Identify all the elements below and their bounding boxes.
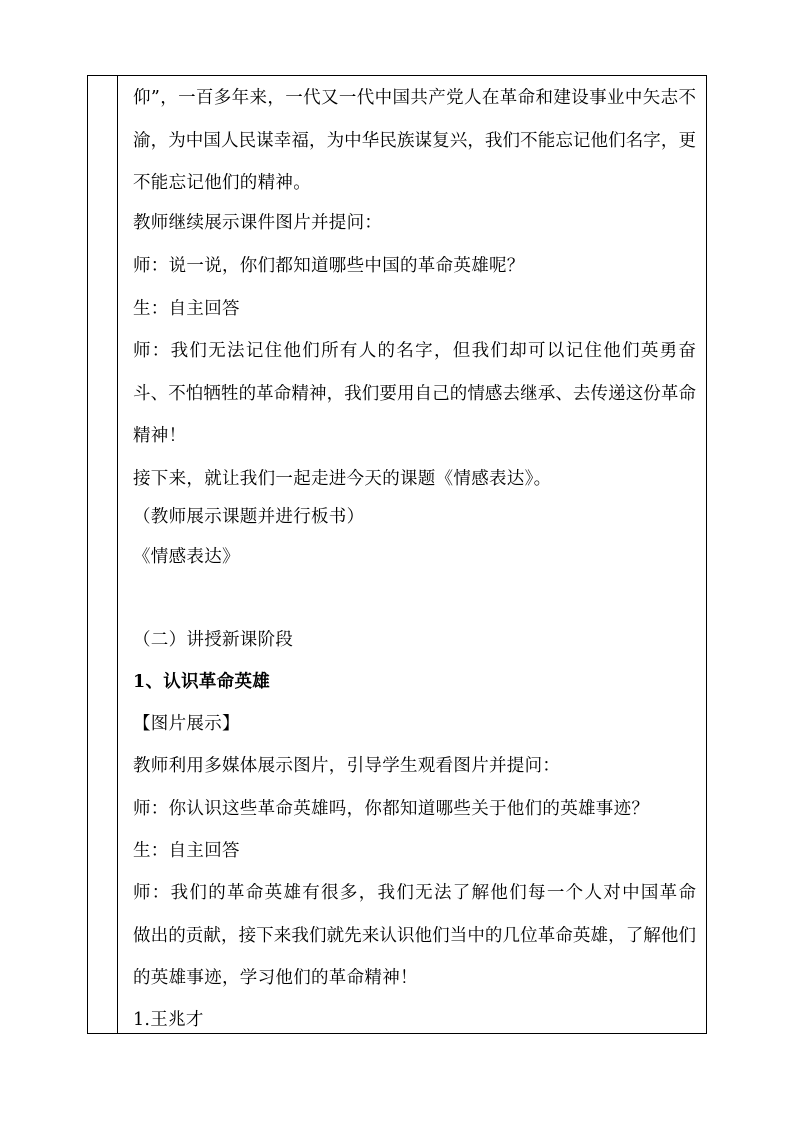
subsection-heading: 1、认识革命英雄: [133, 672, 271, 692]
paragraph-line: 精神！: [133, 426, 187, 446]
paragraph: 师：说一说，你们都知道哪些中国的革命英雄呢？: [133, 256, 525, 276]
paragraph: 《情感表达》: [133, 547, 240, 567]
paragraph-line: 的英雄事迹，学习他们的革命精神！: [133, 968, 418, 988]
paragraph: 教师继续展示课件图片并提问：: [133, 213, 383, 233]
table-left-cell: [87, 75, 117, 1034]
paragraph-line: 师：我们的革命英雄有很多，我们无法了解他们每一个人对中国革命: [133, 883, 696, 903]
paragraph: 师：你认识这些革命英雄吗，你都知道哪些关于他们的英雄事迹？: [133, 799, 650, 819]
paragraph: 生：自主回答: [133, 841, 240, 861]
paragraph-line: 师：我们无法记住他们所有人的名字，但我们却可以记住他们英勇奋: [133, 341, 696, 361]
paragraph: 生：自主回答: [133, 299, 240, 319]
paragraph-line: 仰”，一百多年来，一代又一代中国共产党人在革命和建设事业中矢志不: [133, 88, 696, 108]
paragraph-line: 不能忘记他们的精神。: [133, 173, 311, 193]
paragraph-line: 渝，为中国人民谋幸福，为中华民族谋复兴，我们不能忘记他们名字，更: [133, 131, 696, 151]
section-heading: （二）讲授新课阶段: [133, 630, 294, 650]
paragraph: 教师利用多媒体展示图片，引导学生观看图片并提问：: [133, 756, 561, 776]
paragraph: 接下来，就让我们一起走进今天的课题《情感表达》。: [133, 469, 552, 489]
paragraph: （教师展示课题并进行板书）: [133, 507, 365, 527]
paragraph-line: 做出的贡献，接下来我们就先来认识他们当中的几位革命英雄，了解他们: [133, 926, 696, 946]
list-item: 1.王兆才: [133, 1010, 204, 1030]
paragraph: 【图片展示】: [133, 714, 240, 734]
paragraph-line: 斗、不怕牺牲的革命精神，我们要用自己的情感去继承、去传递这份革命: [133, 384, 696, 404]
